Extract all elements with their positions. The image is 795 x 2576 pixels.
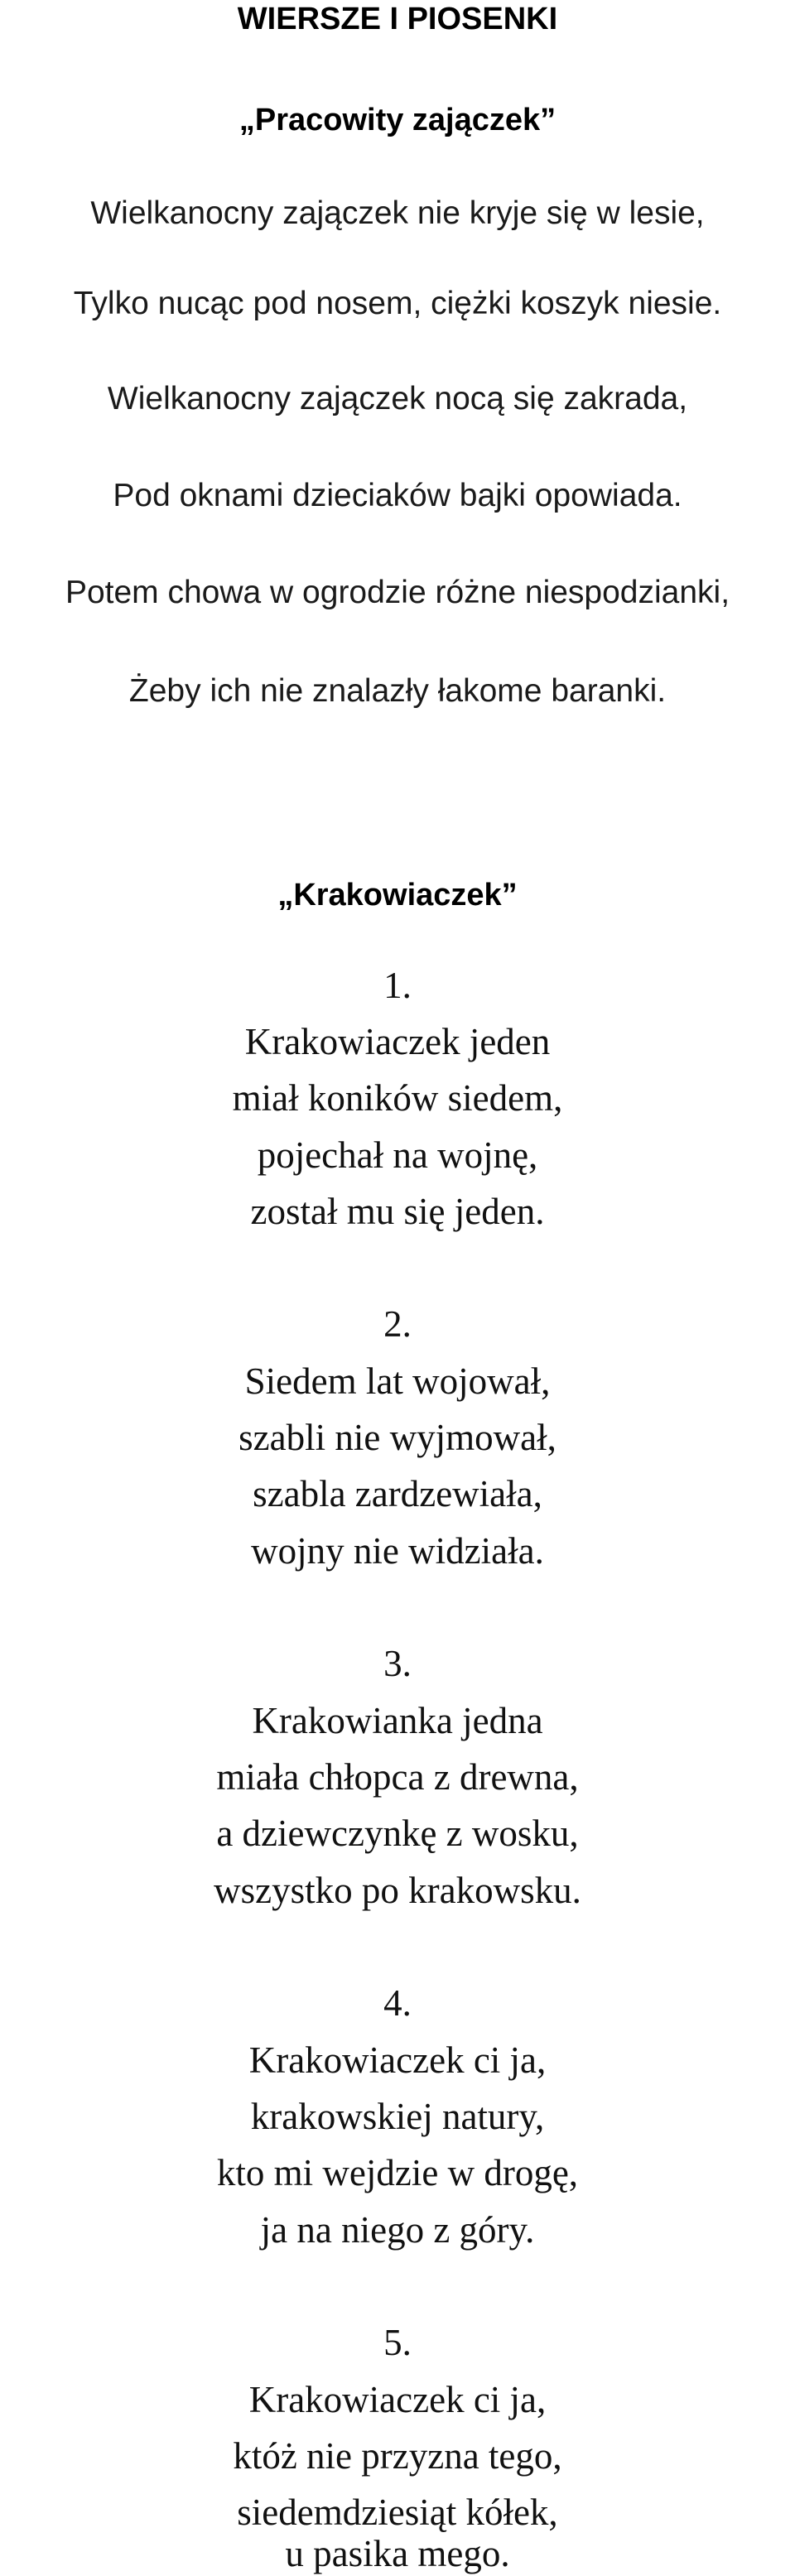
poem1-title: „Pracowity zajączek” xyxy=(238,103,556,137)
verse-line: krakowskiej natury, xyxy=(250,2096,545,2137)
verse-line: Krakowianka jedna xyxy=(252,1700,543,1741)
verse-number: 4. xyxy=(383,1982,412,2024)
verse-line: wszystko po krakowsku. xyxy=(214,1870,581,1911)
verse-line: wojny nie widziała. xyxy=(251,1530,544,1572)
poem1-line: Potem chowa w ogrodzie różne niespodzianki, xyxy=(65,575,730,610)
verse-line: szabla zardzewiała, xyxy=(253,1473,542,1514)
verse-number: 2. xyxy=(383,1303,412,1345)
verse-line: Krakowiaczek ci ja, xyxy=(248,2379,547,2420)
poem2-title: „Krakowiaczek” xyxy=(277,878,518,912)
verse-line: Siedem lat wojował, xyxy=(244,1360,551,1402)
verse-number: 3. xyxy=(383,1643,412,1684)
verse-number: 1. xyxy=(383,965,412,1006)
poem1-line: Wielkanocny zajączek nie kryje się w lesie, xyxy=(90,195,705,231)
verse-line: pojechał na wojnę, xyxy=(257,1134,538,1176)
verse-line: Krakowiaczek jeden xyxy=(244,1021,551,1062)
poem1-line: Wielkanocny zajączek nocą się zakrada, xyxy=(107,381,688,416)
verse-line: któż nie przyzna tego, xyxy=(233,2435,562,2477)
verse-line: ja na niego z góry. xyxy=(260,2209,535,2251)
poem1-line: Żeby ich nie znalazły łakome baranki. xyxy=(128,673,667,709)
verse-number: 5. xyxy=(383,2322,412,2363)
verse-line: szabli nie wyjmował, xyxy=(238,1417,556,1458)
verse-line: miał koników siedem, xyxy=(232,1077,563,1119)
verse-line: u pasika mego. xyxy=(285,2533,510,2574)
verse-line: a dziewczynkę z wosku, xyxy=(216,1813,579,1854)
verse-line: Krakowiaczek ci ja, xyxy=(248,2039,547,2081)
document-header: WIERSZE I PIOSENKI xyxy=(237,2,558,36)
verse-line: został mu się jeden. xyxy=(250,1191,545,1232)
verse-line: kto mi wejdzie w drogę, xyxy=(216,2152,579,2193)
poem1-line: Pod oknami dzieciaków bajki opowiada. xyxy=(113,478,682,513)
verse-line: miała chłopca z drewna, xyxy=(216,1756,579,1798)
verse-line: siedemdziesiąt kółek, xyxy=(237,2492,558,2533)
poem1-line: Tylko nucąc pod nosem, ciężki koszyk niesie. xyxy=(73,286,722,321)
